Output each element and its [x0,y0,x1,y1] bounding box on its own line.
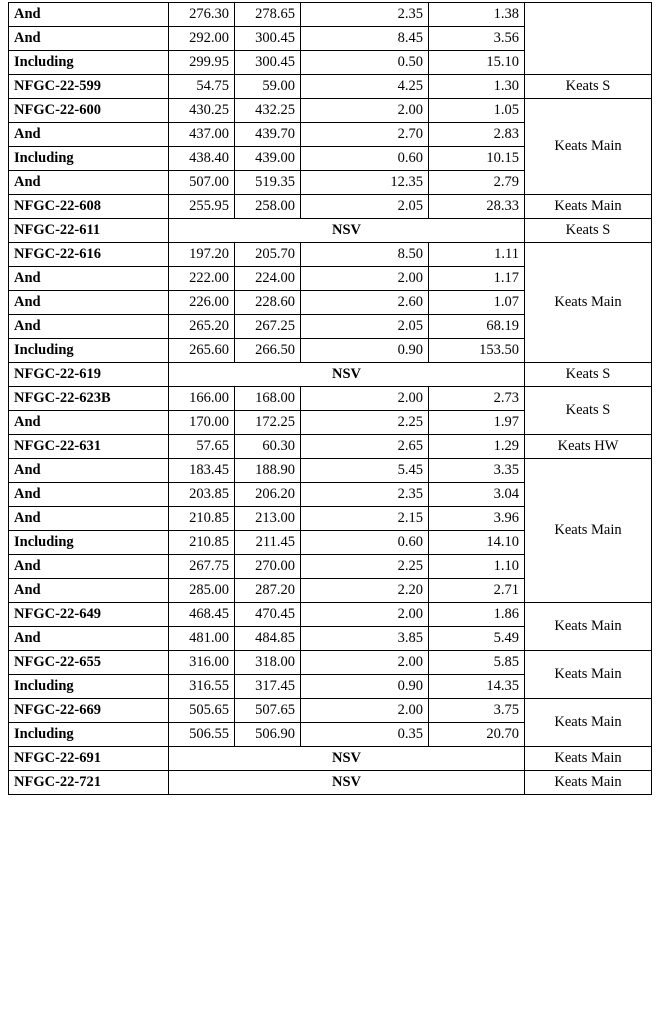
cell-hole-id: NFGC-22-649 [9,603,169,627]
cell-hole-id: And [9,27,169,51]
cell-no-significant-values: NSV [169,747,525,771]
cell-grade: 3.96 [429,507,525,531]
cell-from: 265.60 [169,339,235,363]
cell-hole-id: NFGC-22-608 [9,195,169,219]
cell-length: 12.35 [301,171,429,195]
cell-from: 210.85 [169,531,235,555]
cell-grade: 1.11 [429,243,525,267]
cell-grade: 68.19 [429,315,525,339]
cell-to: 318.00 [235,651,301,675]
cell-to: 206.20 [235,483,301,507]
cell-hole-id: Including [9,675,169,699]
cell-from: 481.00 [169,627,235,651]
cell-no-significant-values: NSV [169,363,525,387]
cell-hole-id: Including [9,51,169,75]
cell-hole-id: Including [9,339,169,363]
cell-from: 170.00 [169,411,235,435]
cell-grade: 2.71 [429,579,525,603]
table-row [9,243,652,267]
cell-hole-id: And [9,555,169,579]
cell-to: 267.25 [235,315,301,339]
cell-length: 8.45 [301,27,429,51]
cell-grade: 1.30 [429,75,525,99]
cell-hole-id: And [9,627,169,651]
cell-grade: 3.56 [429,27,525,51]
cell-to: 439.00 [235,147,301,171]
cell-grade: 2.73 [429,387,525,411]
cell-to: 470.45 [235,603,301,627]
cell-from: 183.45 [169,459,235,483]
cell-from: 203.85 [169,483,235,507]
drill-results-table [8,2,652,795]
cell-to: 205.70 [235,243,301,267]
cell-hole-id: And [9,315,169,339]
cell-zone: Keats Main [525,195,652,219]
cell-no-significant-values: NSV [169,219,525,243]
cell-length: 2.00 [301,267,429,291]
cell-zone: Keats S [525,219,652,243]
cell-from: 299.95 [169,51,235,75]
table-row [9,747,652,771]
cell-zone: Keats HW [525,435,652,459]
cell-length: 2.25 [301,411,429,435]
cell-from: 292.00 [169,27,235,51]
cell-hole-id: NFGC-22-691 [9,747,169,771]
cell-hole-id: NFGC-22-600 [9,99,169,123]
cell-length: 5.45 [301,459,429,483]
cell-hole-id: And [9,267,169,291]
cell-to: 59.00 [235,75,301,99]
table-row [9,3,652,27]
cell-from: 265.20 [169,315,235,339]
cell-length: 2.00 [301,699,429,723]
cell-to: 188.90 [235,459,301,483]
cell-to: 211.45 [235,531,301,555]
cell-grade: 14.10 [429,531,525,555]
cell-length: 2.65 [301,435,429,459]
cell-to: 300.45 [235,51,301,75]
cell-grade: 1.10 [429,555,525,579]
cell-grade: 3.04 [429,483,525,507]
table-row [9,363,652,387]
cell-length: 0.60 [301,531,429,555]
cell-from: 430.25 [169,99,235,123]
cell-length: 0.90 [301,675,429,699]
cell-to: 270.00 [235,555,301,579]
cell-length: 2.00 [301,99,429,123]
cell-hole-id: And [9,507,169,531]
cell-grade: 1.17 [429,267,525,291]
cell-hole-id: Including [9,723,169,747]
cell-length: 0.90 [301,339,429,363]
cell-from: 222.00 [169,267,235,291]
cell-hole-id: And [9,459,169,483]
cell-hole-id: Including [9,531,169,555]
cell-hole-id: And [9,291,169,315]
cell-from: 505.65 [169,699,235,723]
cell-grade: 20.70 [429,723,525,747]
cell-from: 267.75 [169,555,235,579]
table-row [9,699,652,723]
cell-from: 316.00 [169,651,235,675]
cell-length: 2.60 [301,291,429,315]
cell-hole-id: And [9,3,169,27]
cell-from: 226.00 [169,291,235,315]
cell-grade: 1.07 [429,291,525,315]
cell-grade: 3.75 [429,699,525,723]
cell-grade: 14.35 [429,675,525,699]
cell-grade: 1.38 [429,3,525,27]
cell-length: 2.20 [301,579,429,603]
cell-no-significant-values: NSV [169,771,525,795]
cell-from: 197.20 [169,243,235,267]
cell-to: 287.20 [235,579,301,603]
cell-zone: Keats Main [525,699,652,747]
cell-length: 2.00 [301,387,429,411]
cell-to: 278.65 [235,3,301,27]
cell-to: 506.90 [235,723,301,747]
cell-zone: Keats Main [525,747,652,771]
cell-length: 0.35 [301,723,429,747]
cell-hole-id: NFGC-22-631 [9,435,169,459]
cell-grade: 153.50 [429,339,525,363]
cell-from: 57.65 [169,435,235,459]
cell-to: 258.00 [235,195,301,219]
cell-to: 507.65 [235,699,301,723]
cell-length: 2.35 [301,483,429,507]
cell-hole-id: NFGC-22-669 [9,699,169,723]
cell-length: 3.85 [301,627,429,651]
cell-hole-id: And [9,483,169,507]
cell-length: 2.05 [301,195,429,219]
cell-grade: 1.29 [429,435,525,459]
cell-from: 437.00 [169,123,235,147]
cell-from: 438.40 [169,147,235,171]
table-row [9,459,652,483]
table-row [9,195,652,219]
cell-hole-id: NFGC-22-611 [9,219,169,243]
table-row [9,75,652,99]
cell-to: 266.50 [235,339,301,363]
cell-grade: 10.15 [429,147,525,171]
cell-zone: Keats Main [525,243,652,363]
cell-hole-id: Including [9,147,169,171]
table-row [9,603,652,627]
cell-from: 166.00 [169,387,235,411]
cell-hole-id: NFGC-22-721 [9,771,169,795]
table-row [9,99,652,123]
cell-zone: Keats S [525,387,652,435]
cell-grade: 2.83 [429,123,525,147]
cell-hole-id: NFGC-22-616 [9,243,169,267]
cell-to: 300.45 [235,27,301,51]
cell-from: 506.55 [169,723,235,747]
cell-grade: 15.10 [429,51,525,75]
table-body [9,3,652,795]
cell-grade: 1.05 [429,99,525,123]
table-row [9,435,652,459]
cell-to: 60.30 [235,435,301,459]
cell-grade: 1.86 [429,603,525,627]
cell-length: 0.60 [301,147,429,171]
cell-hole-id: NFGC-22-599 [9,75,169,99]
cell-to: 317.45 [235,675,301,699]
cell-grade: 3.35 [429,459,525,483]
cell-zone: Keats Main [525,771,652,795]
table-row [9,651,652,675]
cell-zone: Keats S [525,363,652,387]
cell-length: 2.35 [301,3,429,27]
cell-to: 172.25 [235,411,301,435]
cell-length: 0.50 [301,51,429,75]
cell-length: 4.25 [301,75,429,99]
cell-length: 2.70 [301,123,429,147]
document-page [0,2,659,1026]
cell-from: 507.00 [169,171,235,195]
cell-length: 8.50 [301,243,429,267]
cell-from: 210.85 [169,507,235,531]
cell-length: 2.05 [301,315,429,339]
cell-to: 439.70 [235,123,301,147]
cell-from: 276.30 [169,3,235,27]
cell-grade: 1.97 [429,411,525,435]
cell-grade: 2.79 [429,171,525,195]
cell-hole-id: NFGC-22-619 [9,363,169,387]
cell-from: 255.95 [169,195,235,219]
cell-length: 2.00 [301,603,429,627]
cell-hole-id: NFGC-22-623B [9,387,169,411]
cell-hole-id: And [9,123,169,147]
table-row [9,771,652,795]
cell-zone: Keats Main [525,651,652,699]
cell-to: 484.85 [235,627,301,651]
cell-to: 213.00 [235,507,301,531]
cell-length: 2.15 [301,507,429,531]
cell-grade: 5.85 [429,651,525,675]
cell-grade: 28.33 [429,195,525,219]
cell-to: 168.00 [235,387,301,411]
cell-to: 228.60 [235,291,301,315]
cell-to: 224.00 [235,267,301,291]
cell-to: 432.25 [235,99,301,123]
cell-zone: Keats Main [525,459,652,603]
table-row [9,387,652,411]
cell-from: 468.45 [169,603,235,627]
cell-from: 316.55 [169,675,235,699]
cell-length: 2.25 [301,555,429,579]
cell-hole-id: And [9,171,169,195]
cell-to: 519.35 [235,171,301,195]
cell-length: 2.00 [301,651,429,675]
cell-zone [525,3,652,75]
cell-grade: 5.49 [429,627,525,651]
cell-zone: Keats Main [525,603,652,651]
cell-hole-id: And [9,579,169,603]
cell-zone: Keats Main [525,99,652,195]
cell-from: 285.00 [169,579,235,603]
cell-zone: Keats S [525,75,652,99]
cell-hole-id: And [9,411,169,435]
cell-from: 54.75 [169,75,235,99]
cell-hole-id: NFGC-22-655 [9,651,169,675]
table-row [9,219,652,243]
